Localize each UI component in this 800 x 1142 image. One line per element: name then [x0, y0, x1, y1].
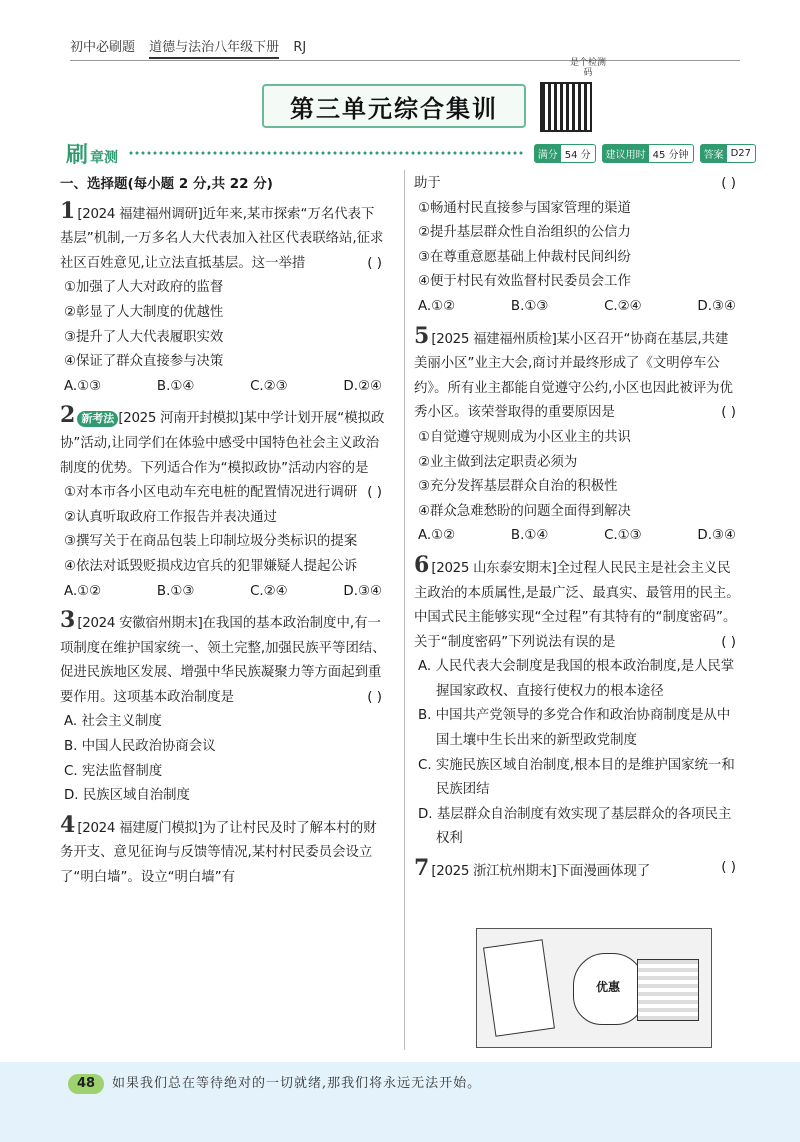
answer-blank[interactable]: ( ): [367, 255, 382, 271]
column-divider: [404, 170, 405, 1050]
section-heading: 一、选择题(每小题 2 分,共 22 分): [60, 176, 273, 192]
answer-blank[interactable]: ( ): [367, 689, 382, 705]
choice-row: A.①③ B.①④ C.②③ D.②④: [64, 378, 382, 394]
tag-score: 满分 54 分: [534, 144, 596, 163]
notice-board-drawing: [483, 939, 555, 1036]
answer-blank[interactable]: ( ): [367, 485, 382, 501]
qr-label: 是个检测码: [569, 58, 606, 78]
answer-blank[interactable]: ( ): [721, 634, 736, 650]
page-header: [70, 36, 740, 61]
left-column: [60, 172, 386, 895]
cartoon-image: [476, 928, 712, 1048]
question-5: 5 [2025 福建福州质检]某小区召开“协商在基层,共建美丽小区”业主大会,商讨并最终形成了《文明停车公约》。所有业主都能自觉遵守公约,小区也因此被评为优秀小区。该荣誉取得的重要原因是 ( ) ①自觉遵守规则成为小区业主的共识 ②业主做到法定职责必须为 ③充分发挥基层群众自治的积极性 ④群众急难愁盼的问题全面得到解决 A.①② B.①④ C.①③ D.③④: [414, 324, 740, 549]
right-column: [414, 172, 740, 889]
series-name: 初中必刷题: [70, 40, 136, 55]
choice-row: A.①② B.①④ C.①③ D.③④: [418, 528, 736, 544]
tag-answer: 答案 D27: [700, 144, 756, 163]
tag-time: 建议用时 45 分钟: [602, 144, 694, 163]
qr-code[interactable]: [540, 82, 592, 132]
question-1: 1 [2024 福建福州调研]近年来,某市探索“万名代表下基层”机制,一万多名人大代表加入社区代表联络站,征求社区百姓意见,让立法直抵基层。这一举措 ( ) ①加强了人大对政府的监督 ②彰显了人大制度的优越性 ③提升了人大代表履职实效 ④保证了群众直接参与决策 A.①③ B.①④ C.②③ D.②④: [60, 199, 386, 400]
answer-blank[interactable]: ( ): [721, 405, 736, 421]
page-number: 48: [68, 1074, 104, 1094]
unit-title: 第三单元综合集训: [262, 84, 526, 128]
question-4: 4 [2024 福建厦门模拟]为了让村民及时了解本村的财务开支、意见征询与反馈等情况,某村村民委员会设立了“明白墙”。设立“明白墙”有: [60, 811, 377, 886]
money-bag-drawing: 优惠: [573, 953, 645, 1025]
question-2: 2 新考法 [2025 河南开封模拟]某中学计划开展“模拟政协”活动,让同学们在体验中感受中国特色社会主义政治制度的优势。下列适合作为“模拟政协”活动内容的是 ( ) ①对本市各小区电动车充电桩的配置情况进行调研 ②认真听取政府工作报告并表决通过 ③撰写关于在商品包装上印制垃圾分类标识的提案 ④依法对诋毁贬损戍边官兵的犯罪嫌疑人提起公诉 A.①② B.①③ C.②④ D.③④: [60, 403, 386, 604]
question-7: 7 [2025 浙江杭州期末]下面漫画体现了 ( ): [414, 855, 736, 882]
info-tags: [534, 144, 756, 163]
question-6: 6 [2025 山东泰安期末]全过程人民民主是社会主义民主政治的本质属性,是最广泛、最真实、最管用的民主。中国式民主能够实现“全过程”有其特有的“制度密码”。关于“制度密码”下列说法有误的是 ( ) A. 人民代表大会制度是我国的根本政治制度,是人民掌握国家政权、直接行使权力的根本途径 B. 中国共产党领导的多党合作和政治协商制度是从中国土壤中生长出来的新型政党制度 C. 实施民族区域自治制度,根本目的是维护国家统一和民族团结 D. 基层群众自治制度有效实现了基层群众的各项民主权利: [414, 551, 740, 847]
new-method-badge: 新考法: [77, 411, 118, 427]
chapter-bar: [66, 140, 756, 166]
question-3: 3 [2024 安徽宿州期末]在我国的基本政治制度中,有一项制度在维护国家统一、领土完整,加强民族平等团结、促进民族地区发展、增强中华民族凝聚力等方面起到重要作用。这项基本政治制度是 ( ) A. 社会主义制度 B. 中国人民政治协商会议 C. 宪法监督制度 D. 民族区域自治制度: [60, 607, 386, 804]
subject-name: 道德与法治八年级下册: [149, 40, 279, 59]
choice-row: A.①② B.①③ C.②④ D.③④: [418, 298, 736, 314]
building-drawing: [637, 959, 699, 1021]
choice-row: A.①② B.①③ C.②④ D.③④: [64, 583, 382, 599]
question-4-continued: 助于 ( ) ①畅通村民直接参与国家管理的渠道 ②提升基层群众性自治组织的公信力 ③在尊重意愿基础上仲裁村民间纠纷 ④便于村民有效监督村民委员会工作 A.①② B.①③ C.②④ D.③④: [414, 172, 740, 320]
answer-blank[interactable]: ( ): [721, 176, 736, 191]
dotted-divider: [128, 148, 524, 158]
footer-motto: 如果我们总在等待绝对的一切就绪,那我们将永远无法开始。: [112, 1076, 482, 1091]
chapter-logo: 刷章测: [66, 141, 119, 168]
edition-code: RJ: [293, 40, 307, 55]
answer-blank[interactable]: ( ): [721, 860, 736, 876]
